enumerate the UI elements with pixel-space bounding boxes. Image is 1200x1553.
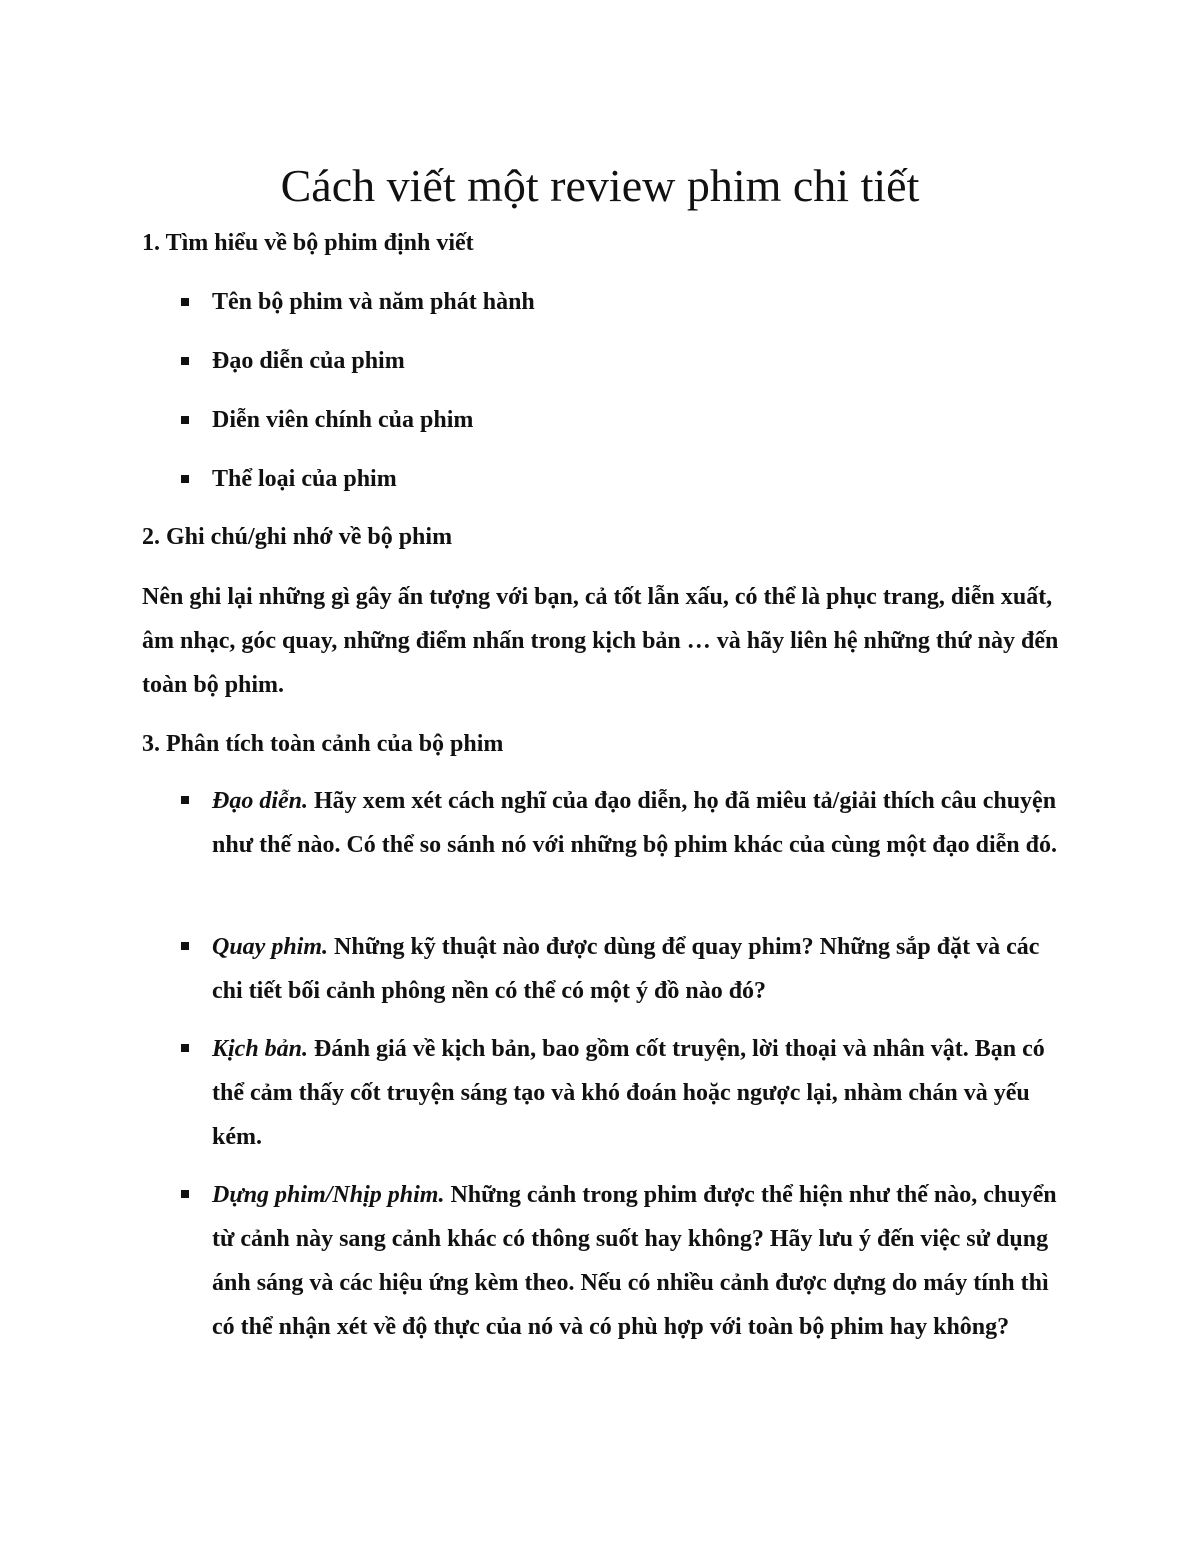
list-item-text: Đạo diễn của phim xyxy=(212,348,405,374)
square-bullet-icon xyxy=(181,1044,189,1052)
square-bullet-icon xyxy=(181,1190,189,1198)
section-2-paragraph: Nên ghi lại những gì gây ấn tượng với bạn, cả tốt lẫn xấu, có thể là phục trang, diễn xuất, âm nhạc, góc quay, những điểm nhấn trong kịch bản … và hãy liên hệ những thứ này đến toàn bộ phim. xyxy=(142,584,1059,698)
list-item-text: Hãy xem xét cách nghĩ của đạo diễn, họ đã miêu tả/giải thích câu chuyện như thế nào. Có thể so sánh nó với những bộ phim khác của cùng một đạo diễn đó. xyxy=(212,788,1057,858)
square-bullet-icon xyxy=(181,796,189,804)
list-item-term: Quay phim. xyxy=(212,934,329,960)
list-item-text: Những cảnh trong phim được thể hiện như thế nào, chuyển từ cảnh này sang cảnh khác có thông suốt hay không? Hãy lưu ý đến việc sử dụng ánh sáng và các hiệu ứng kèm theo. Nếu có nhiều cảnh được dựng do máy tính thì có thể nhận xét về độ thực của nó và có phù hợp với toàn bộ phim hay không? xyxy=(212,1182,1057,1340)
list-item-text: Diễn viên chính của phim xyxy=(212,407,474,433)
list-item-text: Những kỹ thuật nào được dùng để quay phim? Những sắp đặt và các chi tiết bối cảnh phông nền có thể có một ý đồ nào đó? xyxy=(212,934,1040,1004)
list-item-term: Dựng phim/Nhịp phim. xyxy=(212,1182,445,1208)
square-bullet-icon xyxy=(181,942,189,950)
section-3-heading: 3. Phân tích toàn cảnh của bộ phim xyxy=(142,731,504,757)
section-2-heading: 2. Ghi chú/ghi nhớ về bộ phim xyxy=(142,524,453,550)
list-item-text: Tên bộ phim và năm phát hành xyxy=(212,289,535,315)
square-bullet-icon xyxy=(181,357,189,365)
list-item-text: Đánh giá về kịch bản, bao gồm cốt truyện, lời thoại và nhân vật. Bạn có thể cảm thấy cốt truyện sáng tạo và khó đoán hoặc ngược lại, nhàm chán và yếu kém. xyxy=(212,1036,1045,1150)
list-item-term: Đạo diễn. xyxy=(212,788,308,814)
square-bullet-icon xyxy=(181,298,189,306)
document-title: Cách viết một review phim chi tiết xyxy=(280,160,920,211)
square-bullet-icon xyxy=(181,416,189,424)
section-1-heading: 1. Tìm hiểu về bộ phim định viết xyxy=(142,230,474,256)
square-bullet-icon xyxy=(181,475,189,483)
list-item-text: Thể loại của phim xyxy=(212,466,397,492)
list-item-term: Kịch bản. xyxy=(212,1036,309,1062)
